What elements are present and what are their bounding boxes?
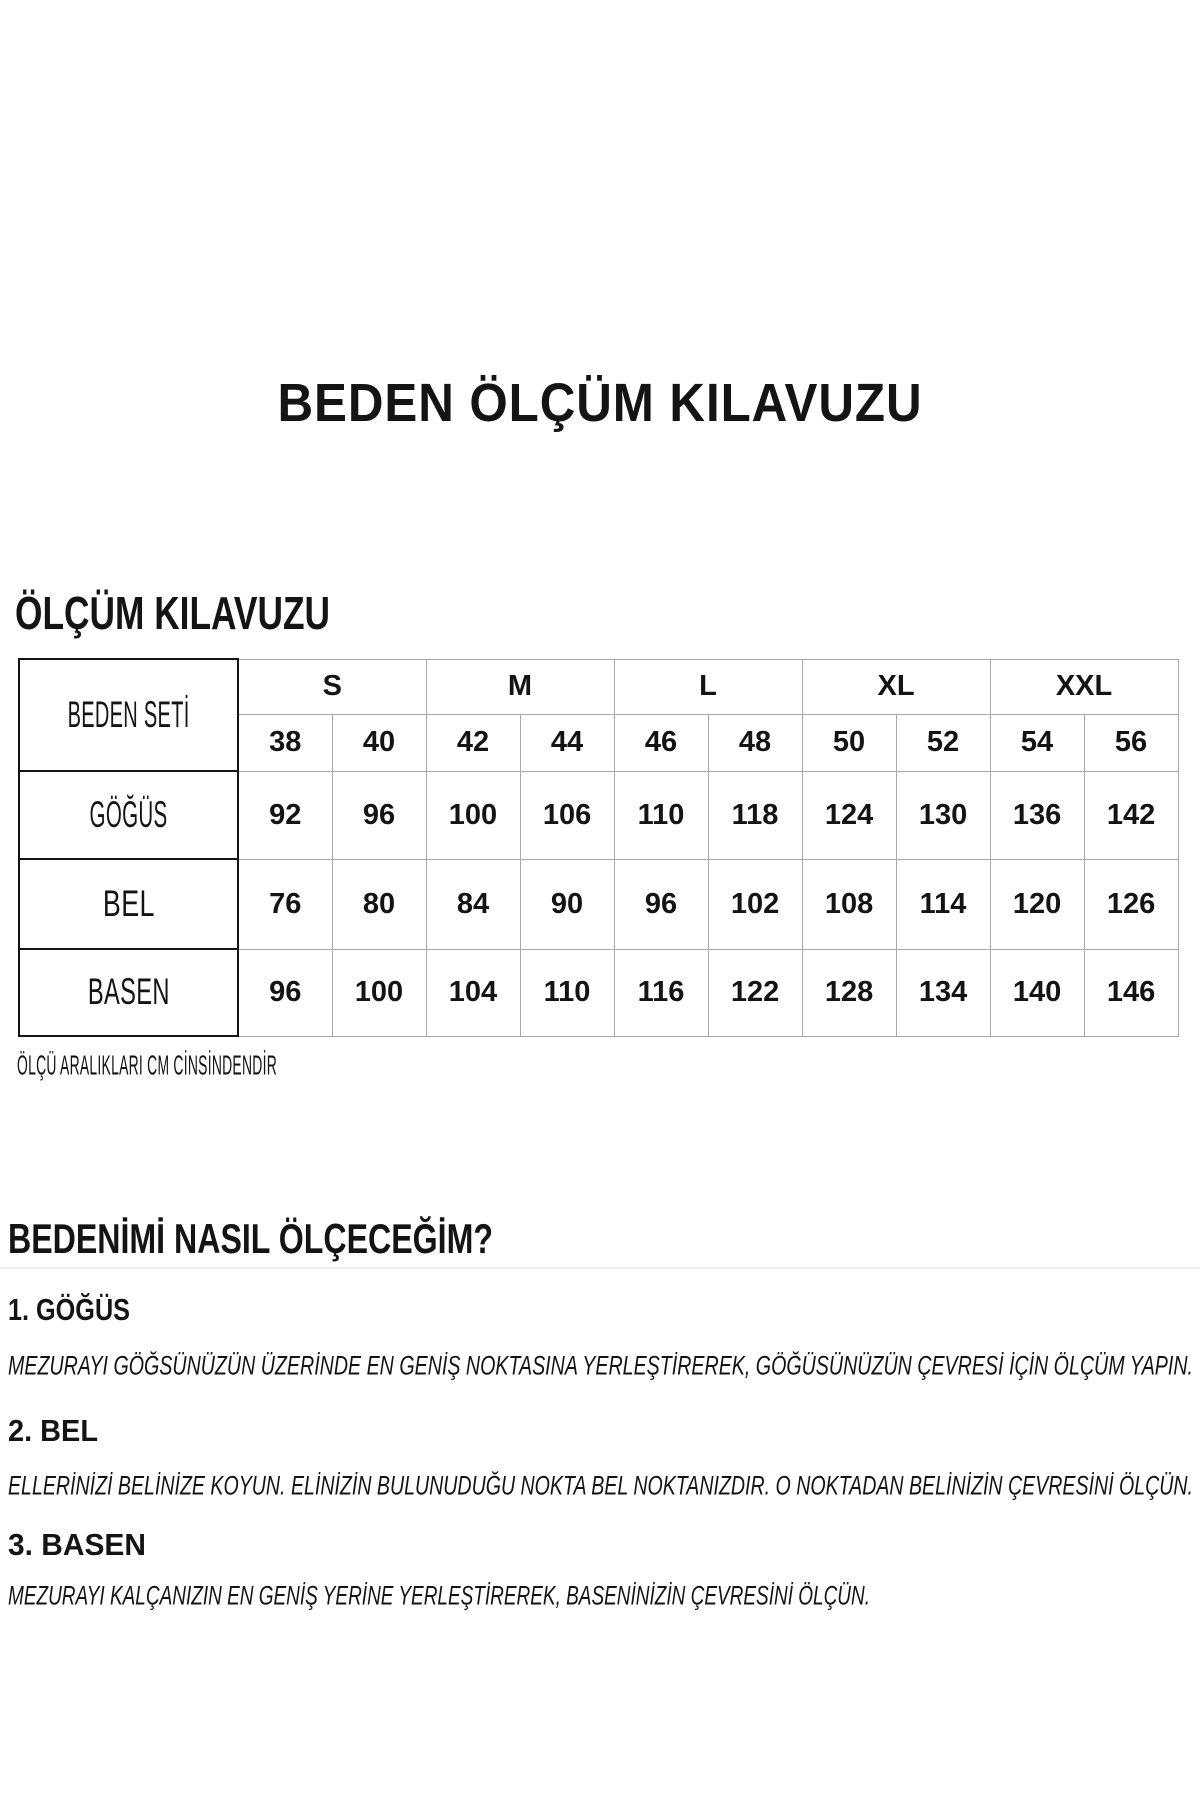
size-table-container: [18, 658, 1179, 1037]
measure-guide-heading-text: ÖLÇÜM KILAVUZU: [15, 587, 330, 639]
howto-heading-text: BEDENİMİ NASIL ÖLÇECEĞİM?: [8, 1215, 493, 1262]
measure-value-cell: [332, 771, 426, 859]
measure-value-cell: [614, 859, 708, 949]
measure-value-cell: [802, 949, 896, 1036]
size-number-value: 44: [550, 726, 584, 758]
measure-guide-heading: [15, 586, 426, 640]
measure-value-cell: [896, 949, 990, 1036]
size-group-cell-s: [238, 659, 426, 714]
measure-value-cell: [238, 949, 332, 1036]
unit-note-text: ÖLÇÜ ARALIKLARI CM CİNSİNDENDİR: [17, 1049, 277, 1081]
table-row-basen: [19, 949, 1178, 1036]
measure-value: 124: [824, 798, 874, 831]
size-number-value: 56: [1114, 726, 1148, 758]
size-group-label: S: [322, 670, 342, 702]
measure-value-cell: [896, 771, 990, 859]
unit-note: [17, 1050, 503, 1080]
measure-value: 114: [919, 887, 967, 920]
size-number-value: 42: [456, 726, 490, 758]
size-number-value: 40: [362, 726, 396, 758]
measure-value: 104: [448, 976, 498, 1008]
measure-value-cell: [614, 771, 708, 859]
measure-value: 136: [1012, 798, 1062, 831]
size-number-value: 38: [269, 726, 302, 758]
measure-value: 110: [637, 798, 685, 831]
measure-value-cell: [238, 771, 332, 859]
measure-label-cell: [19, 949, 238, 1036]
section-chest-text-line: MEZURAYI GÖĞSÜNÜZÜN ÜZERİNDE EN GENİŞ NOKTASINA YERLEŞTİREREK, GÖĞÜSÜNÜZÜN ÇEVRESİ İÇİN ÖLÇÜM YAPIN.: [8, 1349, 1193, 1381]
measure-value: 90: [550, 887, 584, 920]
size-number-cell: [802, 714, 896, 771]
measure-value: 142: [1106, 798, 1156, 831]
size-number-value: 48: [738, 726, 772, 758]
size-number-value: 50: [832, 726, 866, 758]
measure-value: 146: [1106, 976, 1156, 1008]
section-chest-text: [8, 1349, 1200, 1381]
measure-value-cell: [238, 859, 332, 949]
size-number-cell: [990, 714, 1084, 771]
howto-heading: [8, 1216, 642, 1262]
measure-value: 100: [448, 798, 498, 831]
measure-value: 140: [1012, 976, 1062, 1008]
table-row-bel: [19, 859, 1178, 949]
size-number-cell: [520, 714, 614, 771]
table-row-göğüs: [19, 771, 1178, 859]
measure-value: 128: [824, 976, 874, 1008]
table-row-size-groups: [19, 659, 1178, 714]
measure-value: 76: [269, 887, 302, 920]
measure-value-cell: [1084, 859, 1178, 949]
section-waist-title: [8, 1411, 104, 1451]
section-waist-text-line: ELLERİNİZİ BELİNİZE KOYUN. ELİNİZİN BULUNUDUĞU NOKTA BEL NOKTANIZDIR. O NOKTADAN BELİNİZİN ÇEVRESİNİ ÖLÇÜN.: [8, 1469, 1193, 1501]
measure-value-cell: [520, 771, 614, 859]
section-hip-text-line: MEZURAYI KALÇANIZIN EN GENİŞ YERİNE YERLEŞTİREREK, BASENİNİZİN ÇEVRESİNİ ÖLÇÜN.: [8, 1579, 870, 1611]
size-number-value: 54: [1020, 726, 1054, 758]
section-chest-title-text: 1. GÖĞÜS: [8, 1292, 130, 1327]
measure-label-cell: [19, 771, 238, 859]
measure-value-cell: [426, 771, 520, 859]
size-number-cell: [238, 714, 332, 771]
measure-value-cell: [1084, 949, 1178, 1036]
section-hip-title-text: 3. BASEN: [8, 1527, 146, 1562]
page-title: [0, 374, 1200, 432]
measure-value: 80: [362, 887, 396, 920]
measure-value: 130: [918, 798, 968, 831]
measure-value: 92: [269, 798, 302, 831]
measure-value: 96: [362, 798, 396, 831]
measure-value: 120: [1012, 887, 1062, 920]
measure-value: 116: [637, 976, 685, 1008]
measure-value: 118: [731, 798, 779, 831]
measure-value-cell: [708, 771, 802, 859]
size-group-label: XXL: [1055, 670, 1113, 702]
measure-label: GÖĞÜS: [89, 793, 168, 836]
measure-value-cell: [708, 949, 802, 1036]
measure-value-cell: [332, 859, 426, 949]
measure-value-cell: [1084, 771, 1178, 859]
size-group-cell-l: [614, 659, 802, 714]
measure-value: 100: [354, 976, 404, 1008]
measure-value-cell: [332, 949, 426, 1036]
measure-value: 134: [918, 976, 968, 1008]
size-set-header-cell: [19, 659, 238, 771]
page-title-text: BEDEN ÖLÇÜM KILAVUZU: [277, 373, 923, 433]
size-set-header-label: BEDEN SETİ: [67, 693, 190, 736]
measure-value-cell: [708, 859, 802, 949]
section-hip-title: [8, 1525, 151, 1565]
measure-value-cell: [990, 859, 1084, 949]
size-group-label: M: [507, 670, 533, 702]
measure-value-cell: [802, 859, 896, 949]
measure-value-cell: [426, 859, 520, 949]
measure-value: 122: [730, 976, 780, 1008]
size-number-cell: [614, 714, 708, 771]
measure-value: 84: [456, 887, 490, 920]
measure-value: 126: [1106, 887, 1156, 920]
size-number-cell: [332, 714, 426, 771]
measure-label-cell: [19, 859, 238, 949]
measure-value-cell: [990, 771, 1084, 859]
size-group-label: L: [699, 670, 717, 702]
section-hip-text: [8, 1579, 1188, 1611]
measure-label: BEL: [102, 882, 155, 925]
size-number-cell: [708, 714, 802, 771]
measure-value-cell: [520, 859, 614, 949]
size-group-cell-m: [426, 659, 614, 714]
size-group-cell-xl: [802, 659, 990, 714]
size-group-label: XL: [877, 670, 915, 702]
measure-value: 108: [824, 887, 874, 920]
section-chest-title: [8, 1290, 158, 1330]
measure-value-cell: [896, 859, 990, 949]
size-number-cell: [1084, 714, 1178, 771]
measure-label: BASEN: [87, 971, 170, 1013]
measure-value: 96: [269, 976, 302, 1008]
measure-value: 110: [543, 976, 591, 1008]
size-number-value: 52: [926, 726, 960, 758]
measure-value-cell: [802, 771, 896, 859]
size-number-cell: [896, 714, 990, 771]
size-table: [18, 658, 1179, 1037]
measure-value: 102: [730, 887, 780, 920]
measure-value-cell: [426, 949, 520, 1036]
section-waist-text: [8, 1469, 1200, 1501]
measure-value: 96: [644, 887, 678, 920]
size-number-cell: [426, 714, 520, 771]
measure-value-cell: [990, 949, 1084, 1036]
size-number-value: 46: [644, 726, 678, 758]
howto-divider: [0, 1267, 1200, 1269]
size-group-cell-xxl: [990, 659, 1178, 714]
section-waist-title-text: 2. BEL: [8, 1413, 98, 1448]
measure-value-cell: [520, 949, 614, 1036]
measure-value: 106: [542, 798, 592, 831]
measure-value-cell: [614, 949, 708, 1036]
